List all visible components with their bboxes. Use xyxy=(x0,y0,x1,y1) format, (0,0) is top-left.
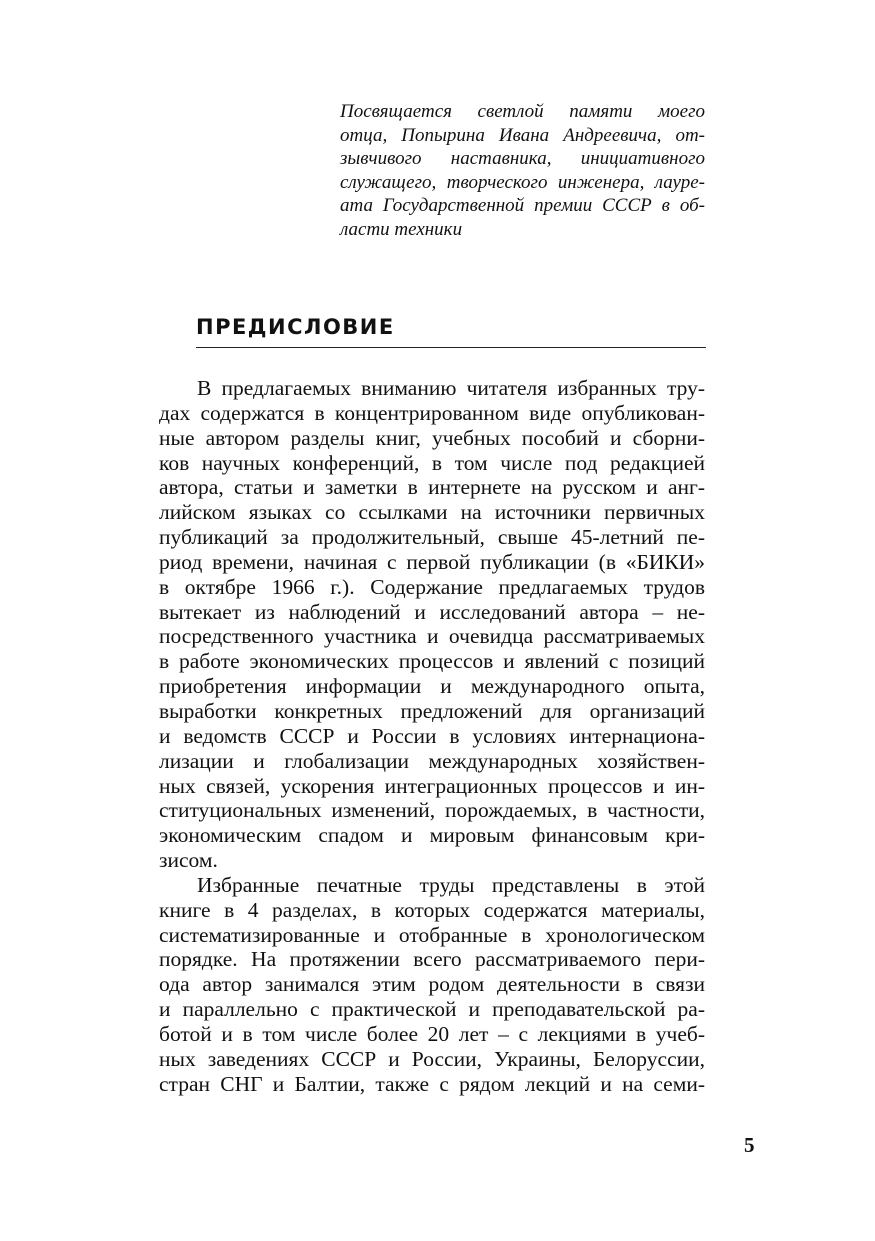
text-line: в работе экономических процессов и явлений с позиций xyxy=(159,649,705,674)
dedication-line: отца, Попырина Ивана Андреевича, от- xyxy=(340,124,705,146)
section-heading: ПРЕДИСЛОВИЕ xyxy=(196,315,395,339)
heading-underline-rule xyxy=(196,347,706,348)
text-line: в октябре 1966 г.). Содержание предлагаемых трудов xyxy=(159,574,705,599)
text-line: ков научных конференций, в том числе под редакцией xyxy=(159,450,705,475)
text-line: приобретения информации и международного опыта, xyxy=(159,674,705,699)
page-number: 5 xyxy=(744,1133,755,1157)
body-text xyxy=(159,376,705,1096)
text-line: порядке. На протяжении всего рассматриваемого пери- xyxy=(159,947,705,972)
dedication-line: Посвящается светлой памяти моего xyxy=(340,101,705,122)
text-line: выработки конкретных предложений для организаций xyxy=(159,698,705,723)
text-line: автора, статьи и заметки в интернете на русском и анг- xyxy=(159,475,705,500)
text-line: ных связей, ускорения интеграционных процессов и ин- xyxy=(159,773,705,798)
text-line: посредственного участника и очевидца рассматриваемых xyxy=(159,624,705,649)
paragraph-2 xyxy=(159,873,705,1097)
text-line: лийском языках со ссылками на источники первичных xyxy=(159,500,705,525)
paragraph-1 xyxy=(159,376,705,873)
text-line: ботой и в том числе более 20 лет – с лекциями в учеб- xyxy=(159,1021,705,1046)
text-line: ные автором разделы книг, учебных пособий и сборни- xyxy=(159,425,705,450)
text-line: и ведомств СССР и России в условиях интернациона- xyxy=(159,723,705,748)
text-line: ституциональных изменений, порождаемых, в частности, xyxy=(159,798,705,823)
text-line: экономическим спадом и мировым финансовым кри- xyxy=(159,823,705,848)
text-line: лизации и глобализации международных хозяйствен- xyxy=(159,748,705,773)
text-line: ода автор занимался этим родом деятельности в связи xyxy=(159,972,705,997)
text-line: вытекает из наблюдений и исследований автора – не- xyxy=(159,599,705,624)
text-line: стран СНГ и Балтии, также с рядом лекций и на семи- xyxy=(159,1071,705,1096)
text-line: риод времени, начиная с первой публикации (в «БИКИ» xyxy=(159,549,705,574)
text-line: В предлагаемых вниманию читателя избранных тру- xyxy=(197,376,705,400)
text-line: дах содержатся в концентрированном виде опубликован- xyxy=(159,400,705,425)
text-line: систематизированные и отобранные в хронологическом xyxy=(159,922,705,947)
dedication-line: зывчивого наставника, инициативного xyxy=(340,148,705,169)
text-line: ных заведениях СССР и России, Украины, Белоруссии, xyxy=(159,1046,705,1071)
text-line: и параллельно с практической и преподавательской ра- xyxy=(159,997,705,1022)
text-line: зисом. xyxy=(159,848,218,873)
dedication-line: ласти техники xyxy=(340,218,463,240)
text-line: Избранные печатные труды представлены в этой xyxy=(197,872,705,897)
dedication-epigraph xyxy=(340,100,705,241)
dedication-line: ата Государственной премии СССР в об- xyxy=(340,195,705,216)
text-line: публикаций за продолжительный, свыше 45-летний пе- xyxy=(159,525,705,550)
text-line: книге в 4 разделах, в которых содержатся материалы, xyxy=(159,897,705,922)
dedication-line: служащего, творческого инженера, лауре- xyxy=(340,171,705,193)
